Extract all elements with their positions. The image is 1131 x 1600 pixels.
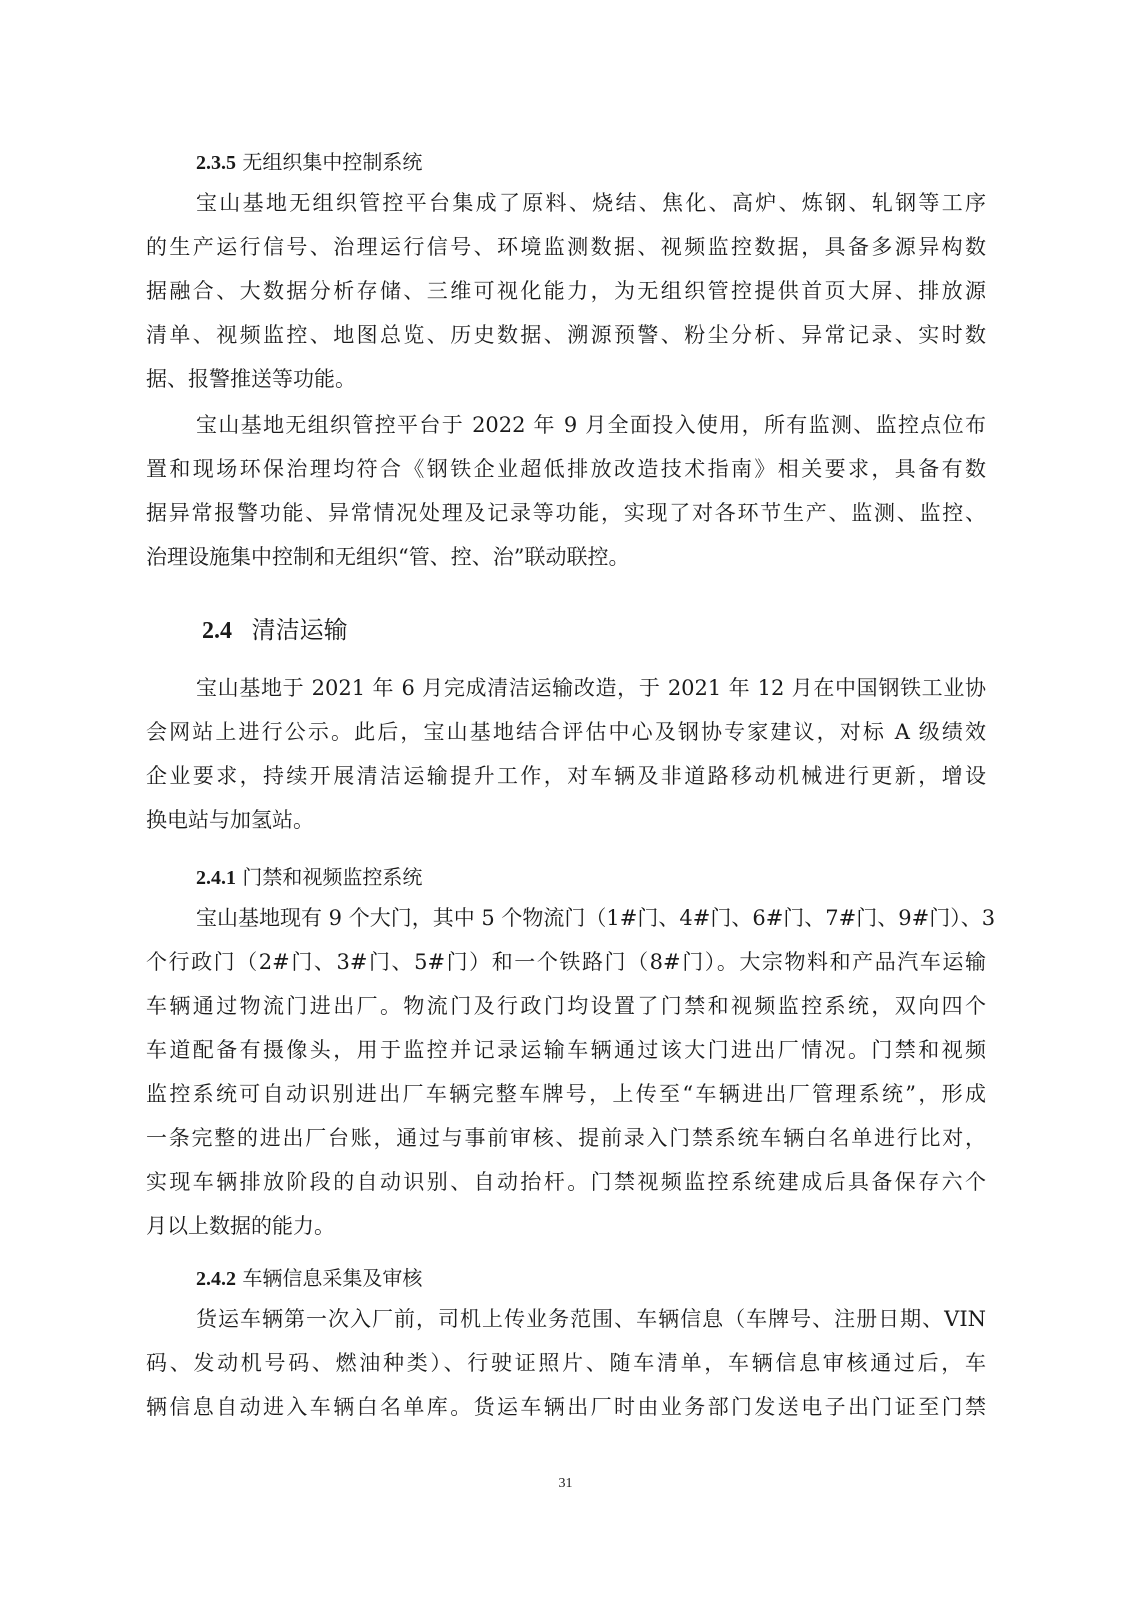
paragraph-line: 的生产运行信号、治理运行信号、环境监测数据、视频监控数据，具备多源异构数 [146, 235, 986, 259]
paragraph-clean-transport [146, 666, 986, 842]
paragraph-line: 清单、视频监控、地图总览、历史数据、溯源预警、粉尘分析、异常记录、实时数 [146, 323, 986, 347]
paragraph-platform-operation [146, 403, 986, 579]
paragraph-line: 换电站与加氢站。 [146, 808, 314, 832]
section-title: 无组织集中控制系统 [242, 150, 423, 174]
section-number: 2.4 [202, 618, 232, 644]
paragraph-line: 宝山基地无组织管控平台于 2022 年 9 月全面投入使用，所有监测、监控点位布 [196, 413, 986, 437]
paragraph-gate-monitoring [146, 896, 996, 1248]
section-heading-2-4-1 [196, 862, 422, 893]
section-title: 车辆信息采集及审核 [242, 1266, 423, 1290]
section-heading-2-4-2 [196, 1263, 422, 1294]
paragraph-platform-integration [146, 181, 986, 401]
paragraph-line: 辆信息自动进入车辆白名单库。货运车辆出厂时由业务部门发送电子出门证至门禁 [146, 1395, 986, 1419]
paragraph-line: 企业要求，持续开展清洁运输提升工作，对车辆及非道路移动机械进行更新，增设 [146, 764, 986, 788]
paragraph-line: 个行政门（2#门、3#门、5#门）和一个铁路门（8#门）。大宗物料和产品汽车运输 [146, 950, 986, 974]
paragraph-line: 车辆通过物流门进出厂。物流门及行政门均设置了门禁和视频监控系统，双向四个 [146, 994, 986, 1018]
paragraph-line: 据异常报警功能、异常情况处理及记录等功能，实现了对各环节生产、监测、监控、 [146, 501, 986, 525]
section-number: 2.4.1 [196, 867, 236, 889]
paragraph-line: 实现车辆排放阶段的自动识别、自动抬杆。门禁视频监控系统建成后具备保存六个 [146, 1170, 986, 1194]
paragraph-line: 会网站上进行公示。此后，宝山基地结合评估中心及钢协专家建议，对标 A 级绩效 [146, 720, 986, 744]
paragraph-line: 货运车辆第一次入厂前，司机上传业务范围、车辆信息（车牌号、注册日期、VIN [196, 1307, 986, 1331]
section-title: 门禁和视频监控系统 [242, 865, 423, 889]
paragraph-line: 宝山基地无组织管控平台集成了原料、烧结、焦化、高炉、炼钢、轧钢等工序 [196, 191, 986, 215]
section-heading-2-3-5 [196, 147, 422, 178]
paragraph-line: 监控系统可自动识别进出厂车辆完整车牌号，上传至“车辆进出厂管理系统”，形成 [146, 1082, 986, 1106]
section-heading-2-4 [202, 613, 348, 648]
paragraph-line: 据、报警推送等功能。 [146, 367, 356, 391]
section-title: 清洁运输 [251, 616, 348, 644]
page-number: 31 [558, 1476, 573, 1491]
paragraph-line: 宝山基地于 2021 年 6 月完成清洁运输改造，于 2021 年 12 月在中国钢铁工业协 [196, 676, 986, 700]
paragraph-line: 月以上数据的能力。 [146, 1214, 335, 1238]
paragraph-line: 车道配备有摄像头，用于监控并记录运输车辆通过该大门进出厂情况。门禁和视频 [146, 1038, 986, 1062]
paragraph-line: 宝山基地现有 9 个大门，其中 5 个物流门（1#门、4#门、6#门、7#门、9#门）、3 [196, 906, 996, 930]
section-number: 2.4.2 [196, 1268, 236, 1290]
paragraph-line: 治理设施集中控制和无组织“管、控、治”联动联控。 [146, 545, 630, 569]
paragraph-line: 一条完整的进出厂台账，通过与事前审核、提前录入门禁系统车辆白名单进行比对， [146, 1126, 986, 1150]
paragraph-line: 置和现场环保治理均符合《钢铁企业超低排放改造技术指南》相关要求，具备有数 [146, 457, 986, 481]
paragraph-vehicle-info [146, 1297, 986, 1429]
paragraph-line: 码、发动机号码、燃油种类）、行驶证照片、随车清单，车辆信息审核通过后，车 [146, 1351, 986, 1375]
section-number: 2.3.5 [196, 152, 236, 174]
paragraph-line: 据融合、大数据分析存储、三维可视化能力，为无组织管控提供首页大屏、排放源 [146, 279, 986, 303]
